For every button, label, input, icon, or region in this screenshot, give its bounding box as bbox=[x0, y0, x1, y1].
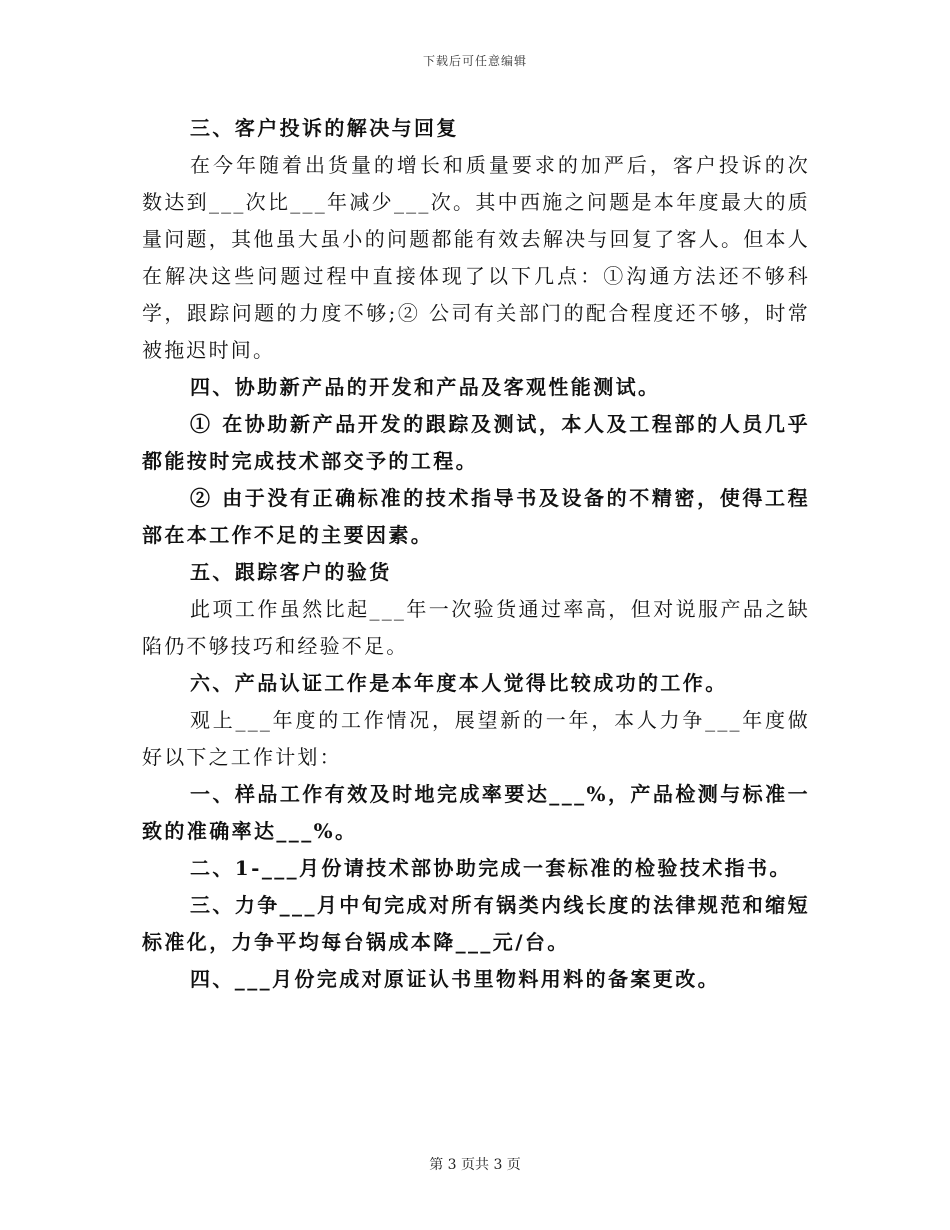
paragraph-3: 四、协助新产品的开发和产品及客观性能测试。 bbox=[190, 375, 661, 399]
paragraph-10: 一、样品工作有效及时地完成率要达___%，产品检测与标准一致的准确率达___%。 bbox=[142, 782, 810, 843]
paragraph-8: 六、产品认证工作是本年度本人觉得比较成功的工作。 bbox=[190, 671, 728, 695]
paragraph-1: 三、客户投诉的解决与回复 bbox=[190, 116, 459, 140]
paragraph-2: 在今年随着出货量的增长和质量要求的加严后，客户投诉的次数达到___次比___年减少___次。其中西施之问题是本年度最大的质量问题，其他虽大虽小的问题都能有效去解决与回复了客人。但本人在解决这些问题过程中直接体现了以下几点：①沟通方法还不够科学，跟踪问题的力度不够;② 公司有关部门的配合程度还不够，时常被拖迟时间。 bbox=[142, 153, 810, 362]
paragraph-12: 三、力争___月中旬完成对所有锅类内线长度的法律规范和缩短标准化，力争平均每台锅成本降___元/台。 bbox=[142, 893, 810, 954]
paragraph-9: 观上___年度的工作情况，展望新的一年，本人力争___年度做好以下之工作计划： bbox=[142, 708, 810, 769]
paragraph-5: ② 由于没有正确标准的技术指导书及设备的不精密，使得工程部在本工作不足的主要因素。 bbox=[142, 486, 810, 547]
document-body bbox=[142, 110, 810, 998]
page-number: 第 3 页共 3 页 bbox=[429, 1157, 521, 1173]
paragraph-6: 五、跟踪客户的验货 bbox=[190, 560, 392, 584]
page-header-note: 下载后可任意编辑 bbox=[422, 54, 527, 68]
paragraph-13: 四、___月份完成对原证认书里物料用料的备案更改。 bbox=[190, 967, 720, 991]
paragraph-7: 此项工作虽然比起___年一次验货通过率高，但对说服产品之缺陷仍不够技巧和经验不足。 bbox=[142, 597, 810, 658]
paragraph-4: ① 在协助新产品开发的跟踪及测试，本人及工程部的人员几乎都能按时完成技术部交予的工程。 bbox=[142, 412, 810, 473]
paragraph-11: 二、1-___月份请技术部协助完成一套标准的检验技术指书。 bbox=[190, 856, 792, 880]
